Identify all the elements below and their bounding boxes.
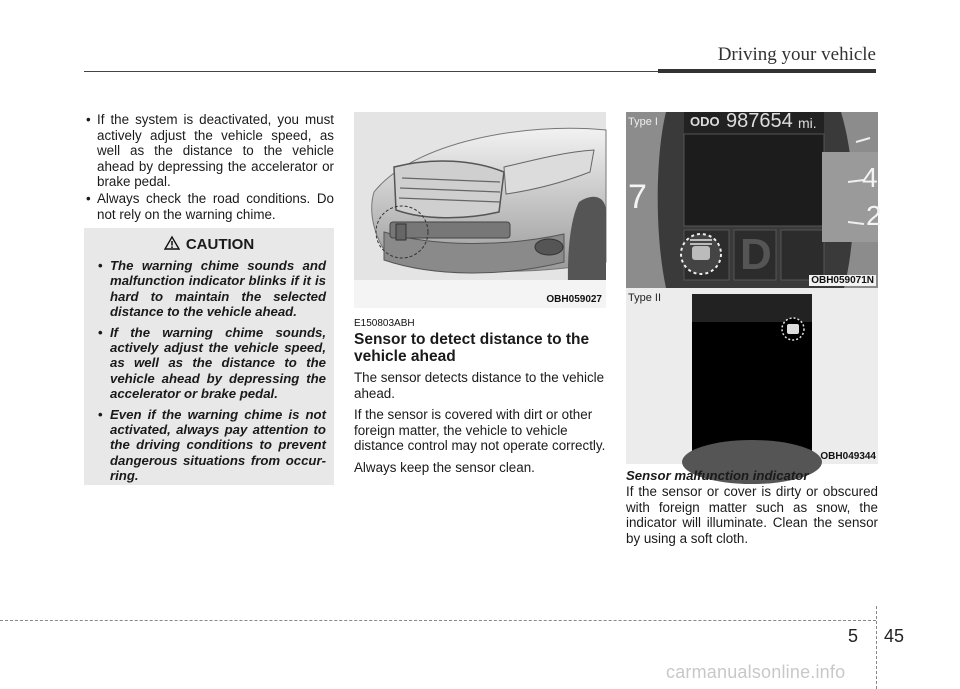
speed-right-top: 4 xyxy=(862,162,878,193)
bullet-list xyxy=(84,112,334,223)
section-body xyxy=(354,370,606,482)
caution-title: CAUTION xyxy=(185,236,255,253)
car-front-figure xyxy=(354,112,606,308)
caution-item: • Even if the warning chime is not activated, always pay attention to the driving conditions to prevent dangerous situations from occur-ring. xyxy=(98,407,326,484)
footer-divider xyxy=(876,606,877,689)
caution-item: • The warning chime sounds and malfunction indicator blinks if it is hard to maintain the selected distance to the vehicle ahead. xyxy=(98,258,326,320)
type1-label: Type I xyxy=(628,116,658,128)
figure-code: OBH059071N xyxy=(811,275,874,286)
cluster-type2-figure xyxy=(626,288,878,464)
figure-code: OBH059027 xyxy=(546,294,602,305)
header-rule-accent xyxy=(658,69,876,73)
cluster-type1-figure xyxy=(626,110,882,288)
indicator-heading: Sensor malfunction indicator xyxy=(626,468,809,483)
bullet-item: • If the system is deactivated, you must actively adjust the vehicle speed, as well as the distance to the vehicle ahead by depressing the accelerator or brake pedal. xyxy=(84,112,334,190)
caution-heading xyxy=(84,236,334,254)
paragraph: Always keep the sensor clean. xyxy=(354,459,535,475)
caution-item: • If the warning chime sounds, actively adjust the vehicle speed, as well as the distance to the vehicle ahead by depressing the accelerator or brake pedal. xyxy=(98,325,326,402)
odo-text: ODO xyxy=(690,114,720,129)
type2-label: Type II xyxy=(628,292,662,304)
watermark: carmanualsonline.info xyxy=(666,662,846,682)
speed-right-bottom: 2 xyxy=(866,200,882,231)
car-front-illustration xyxy=(354,112,606,308)
paragraph: The sensor detects distance to the vehicle ahead. xyxy=(354,370,605,401)
section-code: E150803ABH xyxy=(354,318,415,329)
caution-box xyxy=(84,228,334,485)
bullet-item: • Always check the road conditions. Do not rely on the warning chime. xyxy=(84,191,334,222)
odo-value: 987654 xyxy=(726,110,793,132)
type2-display-illustration xyxy=(626,288,878,464)
figure-code: OBH049344 xyxy=(820,451,876,462)
indicator-body: If the sensor or cover is dirty or obscured with foreign matter such as snow, the indicator will illuminate. Clean the sensor by using a soft cloth. xyxy=(626,484,878,546)
paragraph: If the sensor is covered with dirt or other foreign matter, the vehicle to vehicle distance control may not operate correctly. xyxy=(354,407,606,454)
warning-triangle-icon xyxy=(164,236,180,254)
odo-unit: mi. xyxy=(798,115,817,131)
footer-rule xyxy=(0,620,876,621)
caution-list xyxy=(98,258,326,489)
gear-indicator: D xyxy=(740,230,772,279)
section-heading: Sensor to detect distance to the vehicle ahead xyxy=(354,331,590,365)
chapter-number: 5 xyxy=(848,626,859,646)
page-number: 45 xyxy=(884,626,905,646)
speed-left: 7 xyxy=(628,178,647,216)
running-header: Driving your vehicle xyxy=(717,44,876,65)
